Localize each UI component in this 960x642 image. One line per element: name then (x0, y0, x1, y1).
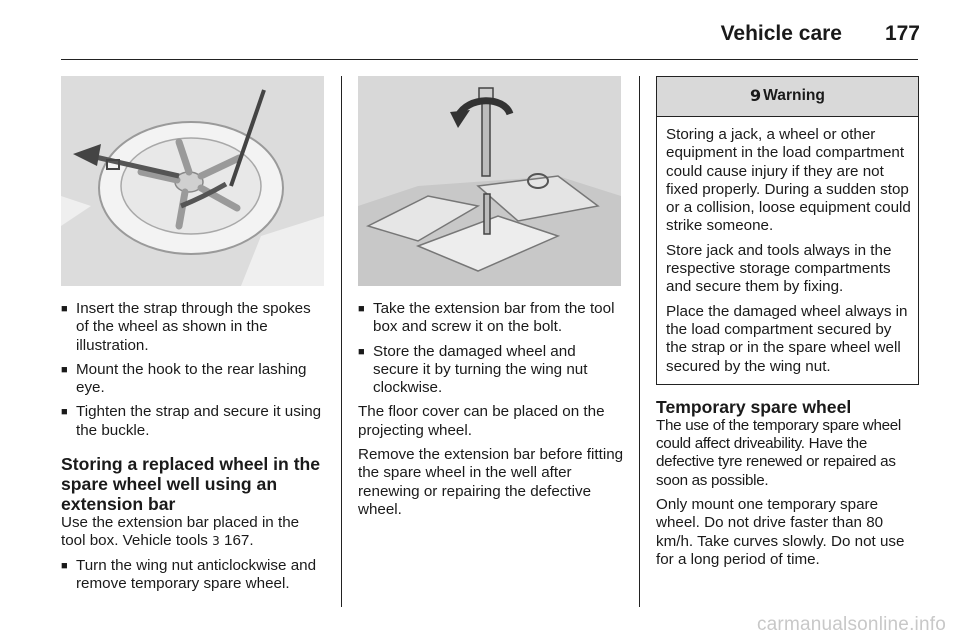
removal-steps-list (61, 557, 327, 594)
warning-triangle-icon: 9 (750, 86, 762, 106)
list-item: ■ Insert the strap through the spokes of the wheel as shown in the illustration. (61, 300, 311, 354)
bullet-icon: ■ (61, 363, 68, 376)
warning-title: Warning (763, 87, 825, 105)
reference-arrow-icon: 3 (212, 534, 220, 549)
warning-paragraph: Store jack and tools always in the respective storage compartments and secure them by fixing. (666, 241, 892, 296)
page-header (0, 0, 960, 62)
section-title: Vehicle care (720, 22, 842, 45)
strap-steps-list (61, 300, 327, 440)
column-3 (656, 76, 920, 575)
list-item: ■ Take the extension bar from the tool box and screw it on the bolt. (358, 300, 615, 336)
header-rule (61, 59, 918, 60)
bullet-icon: ■ (61, 406, 68, 419)
section-heading: Temporary spare wheel (656, 396, 852, 417)
column-divider-1 (341, 76, 342, 607)
column-divider-2 (639, 76, 640, 607)
paragraph: Only mount one temporary spare wheel. Do not drive faster than 80 km/h. Take curves slowly. Do not use for a long period of time. (656, 496, 905, 568)
watermark: carmanualsonline.info (756, 614, 946, 635)
bullet-icon: ■ (61, 303, 68, 315)
list-item: ■ Mount the hook to the rear lashing eye. (61, 360, 307, 397)
section-heading: Storing a replaced wheel in the spare wheel well using an extension bar (61, 454, 321, 515)
column-2 (358, 76, 624, 525)
list-item: ■ Tighten the strap and secure it using the buckle. (61, 403, 322, 439)
paragraph: Remove the extension bar before fitting the spare wheel in the well after renewing or repairing the defective wheel. (358, 446, 624, 518)
bullet-icon: ■ (61, 559, 68, 572)
bullet-icon: ■ (358, 345, 365, 358)
warning-body (657, 117, 918, 384)
list-item: ■ Store the damaged wheel and secure it by turning the wing nut clockwise. (358, 342, 588, 397)
warning-paragraph: Storing a jack, a wheel or other equipment in the load compartment could cause injury if they are not fixed properly. During a sudden stop or a collision, loose equipment could strike someone. (666, 126, 911, 235)
column-1 (61, 76, 327, 599)
list-item: ■ Turn the wing nut anticlockwise and remove temporary spare wheel. (61, 556, 317, 592)
page-number: 177 (884, 22, 920, 45)
paragraph: The floor cover can be placed on the projecting wheel. (358, 403, 605, 439)
warning-paragraph: Place the damaged wheel always in the load compartment secured by the strap or in the spare wheel well secured by the wing nut. (666, 302, 908, 375)
extension-bar-drawing (358, 76, 621, 286)
extension-bar-illustration (358, 76, 621, 286)
page-reference-link[interactable]: 167. (219, 532, 254, 550)
intro-paragraph: Use the extension bar placed in the tool box. Vehicle tools 3 167. (61, 514, 300, 550)
wheel-strap-drawing (61, 76, 324, 286)
warning-header (657, 77, 918, 117)
spare-wheel-strap-illustration (61, 76, 324, 286)
bullet-icon: ■ (358, 303, 365, 315)
paragraph: The use of the temporary spare wheel could affect driveability. Have the defective tyre renewed or repaired as soon as possible. (656, 416, 901, 489)
extension-steps-list (358, 300, 624, 397)
warning-box (656, 76, 919, 385)
